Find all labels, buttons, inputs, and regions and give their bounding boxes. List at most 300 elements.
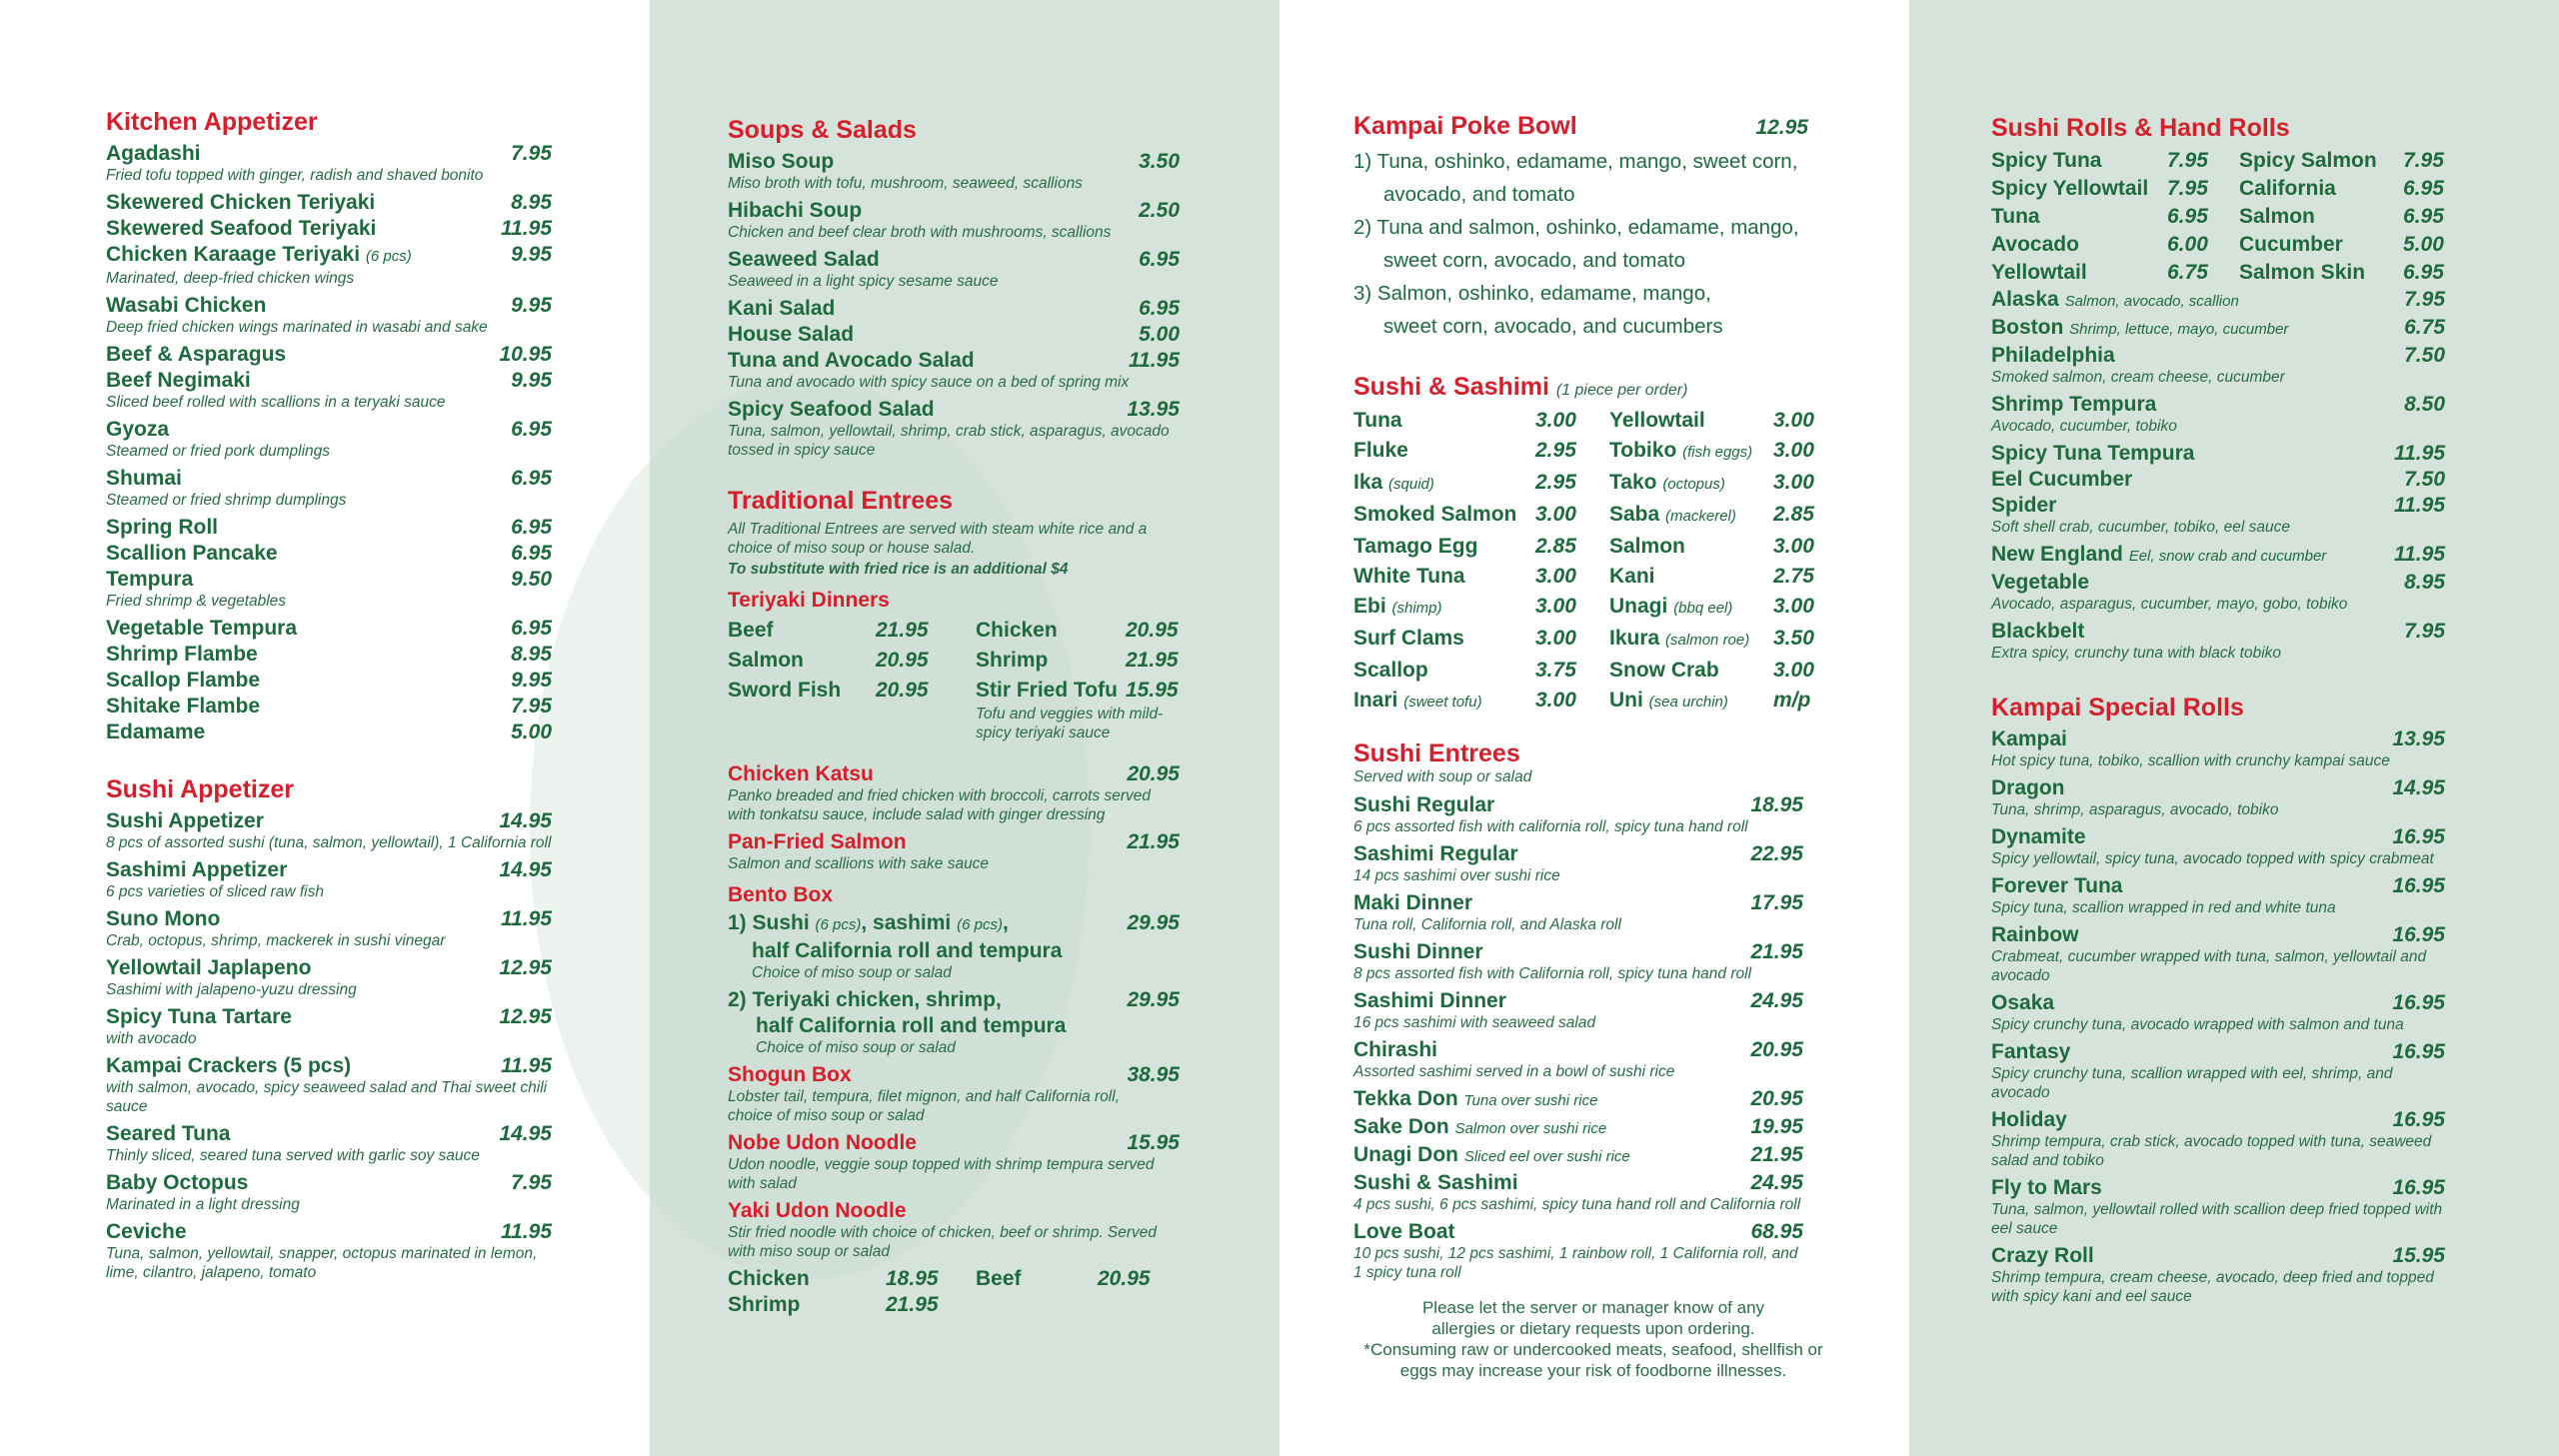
item-price: 11.95 (2394, 543, 2445, 566)
item-name (1353, 656, 1535, 686)
item-name-text: Rainbow (1991, 923, 2079, 946)
menu-item (106, 515, 552, 541)
menu-item (728, 198, 1180, 224)
item-name (1991, 542, 2394, 570)
column-2 (728, 116, 1180, 1318)
poke-option: 2) Tuna and salmon, oshinko, edamame, mango, (1353, 216, 1799, 239)
item-desc: Deep fried chicken wings marinated in wasabi and sake (106, 319, 488, 336)
item-price: 6.95 (2167, 205, 2208, 228)
item-price: 7.50 (2404, 468, 2445, 491)
item-price: 7.95 (511, 142, 552, 165)
menu-item (728, 397, 1180, 423)
item-name (1991, 203, 2167, 231)
item-name-text: Spicy Tuna (1991, 149, 2102, 172)
item-name (1991, 231, 2167, 259)
item-name (728, 198, 1139, 224)
item-name (1991, 619, 2404, 645)
item-desc: Fried tofu topped with ginger, radish and shaved bonito (106, 167, 484, 184)
item-desc: Shrimp tempura, cream cheese, avocado, deep fried and topped with spicy kani and eel sauce (1991, 1269, 2434, 1305)
item-name-text: Scallion Pancake (106, 542, 278, 565)
section-title-text: Sushi & Sashimi (1353, 373, 1549, 401)
item-name (1991, 343, 2404, 369)
item-desc: Avocado, cucumber, tobiko (1991, 418, 2177, 435)
item-desc: Lobster tail, tempura, filet mignon, and half California roll, choice of miso soup or salad (728, 1088, 1121, 1124)
item-price: 38.95 (1127, 1063, 1180, 1086)
rolls-list (1991, 287, 2445, 663)
item-name-text: House Salad (728, 323, 855, 346)
poke-header (1353, 112, 1808, 145)
item-price: 15.95 (1126, 679, 1179, 702)
menu-item (1353, 1037, 1803, 1063)
item-name (1353, 406, 1535, 436)
item-price: 3.00 (1773, 471, 1814, 494)
poke-option: sweet corn, avocado, and tomato (1383, 249, 1685, 272)
item-name-text: Shitake Flambe (106, 695, 261, 718)
item-name (1353, 562, 1535, 592)
item-name (2239, 175, 2403, 203)
section-title (1353, 373, 1833, 402)
item-price: 7.95 (2404, 288, 2445, 311)
item-price: 11.95 (2394, 442, 2445, 465)
item-price: 20.95 (1127, 762, 1180, 785)
item-name: Pan-Fried Salmon (728, 830, 907, 853)
item-name (1353, 532, 1535, 562)
item-name (1353, 1037, 1750, 1063)
bento-note: (6 pcs) (815, 916, 862, 933)
column-4 (1991, 114, 2471, 1311)
poke-option: 1) Tuna, oshinko, edamame, mango, sweet corn, (1353, 150, 1798, 173)
item-price: 22.95 (1750, 842, 1803, 865)
item-name (1991, 441, 2394, 467)
item-price: 20.95 (1126, 619, 1179, 642)
item-name-text: Kampai Crackers (5 pcs) (106, 1054, 352, 1077)
item-name-text: Avocado (1991, 233, 2079, 256)
item-name-text: Beef Negimaki (106, 369, 251, 392)
item-price: 7.50 (2404, 344, 2445, 367)
item-name-text: Miso Soup (728, 150, 835, 173)
item-price: 21.95 (1127, 830, 1180, 853)
item-desc: Tuna and avocado with spicy sauce on a bed of spring mix (728, 374, 1130, 391)
item-name (1353, 1114, 1750, 1142)
item-name-text: Beef & Asparagus (106, 343, 287, 366)
item-name-text: Boston (1991, 316, 2064, 339)
menu-item (106, 1170, 552, 1196)
item-name-text: Spring Roll (106, 516, 218, 539)
item-price: 9.95 (511, 294, 552, 317)
item-price: 6.95 (1139, 248, 1180, 271)
item-desc: Tuna roll, California roll, and Alaska roll (1353, 916, 1621, 933)
item-price: 15.95 (1127, 1131, 1180, 1154)
menu-item (1991, 1175, 2445, 1201)
item-name-text: Dynamite (1991, 825, 2086, 848)
section-title: Kampai Special Rolls (1991, 694, 2244, 722)
item-name (728, 247, 1139, 273)
menu-item (106, 368, 552, 394)
item-name (1353, 624, 1535, 656)
menu-item (1991, 467, 2445, 493)
footer-line: *Consuming raw or undercooked meats, seafood, shellfish or (1363, 1340, 1823, 1359)
item-name (1609, 500, 1773, 532)
item-desc: 8 pcs assorted fish with California roll, spicy tuna hand roll (1353, 965, 1752, 982)
item-desc: Stir fried noodle with choice of chicken, beef or shrimp. Served with miso soup or salad (728, 1224, 1158, 1260)
item-note: (bbq eel) (1673, 600, 1733, 617)
item-price: 5.00 (511, 721, 552, 743)
menu-item (106, 216, 552, 242)
item-price: 2.95 (1535, 439, 1576, 462)
item-desc: Crab, octopus, shrimp, mackerek in sushi vinegar (106, 932, 446, 949)
item-name-text: Shrimp Tempura (1991, 393, 2157, 416)
item-price: 16.95 (2392, 991, 2445, 1014)
item-price: 2.85 (1535, 535, 1576, 558)
item-name-text: Seared Tuna (106, 1122, 231, 1145)
item-name-text: Gyoza (106, 418, 170, 441)
item-name (1991, 287, 2404, 315)
item-name: half California roll and tempura (756, 1014, 1067, 1037)
item-inline-desc: Salmon, avocado, scallion (2064, 293, 2239, 310)
menu-item (106, 417, 552, 443)
item-price: 21.95 (1750, 940, 1803, 963)
item-price: 3.00 (1773, 535, 1814, 558)
item-price: 2.75 (1773, 565, 1814, 588)
item-price: 6.75 (2404, 316, 2445, 339)
item-name (106, 293, 511, 319)
item-name-text: Suno Mono (106, 907, 221, 930)
item-name (106, 955, 499, 981)
item-price: 16.95 (2392, 923, 2445, 946)
item-desc: 10 pcs sushi, 12 pcs sashimi, 1 rainbow roll, 1 California roll, and 1 spicy tuna roll (1353, 1245, 1798, 1281)
menu-item (1353, 792, 1803, 818)
item-name (1353, 792, 1750, 818)
yaki-options (728, 1266, 1180, 1318)
menu-item (106, 668, 552, 694)
item-name (1991, 727, 2392, 752)
subsection-title: Bento Box (728, 883, 833, 906)
menu-item (106, 857, 552, 883)
item-name (1991, 1243, 2392, 1269)
menu-item (1991, 570, 2445, 596)
item-name-text: Yellowtail (1991, 261, 2087, 284)
item-name-text: Spicy Yellowtail (1991, 177, 2149, 200)
item-name-text: Fly to Mars (1991, 1176, 2102, 1199)
item-name-text: Skewered Chicken Teriyaki (106, 191, 376, 214)
menu-item (106, 190, 552, 216)
item-desc: Spicy tuna, scallion wrapped in red and white tuna (1991, 899, 2336, 916)
item-name-text: Sushi Regular (1353, 793, 1495, 816)
item-price: 20.95 (876, 649, 929, 672)
item-name (1353, 1086, 1750, 1114)
item-price: 3.00 (1535, 503, 1576, 526)
poke-option: sweet corn, avocado, and cucumbers (1383, 315, 1723, 338)
bento-part: , (1002, 911, 1009, 934)
item-desc: Miso broth with tofu, mushroom, seaweed, scallions (728, 175, 1083, 192)
item-desc: Chicken and beef clear broth with mushrooms, scallions (728, 224, 1112, 241)
item-desc: Fried shrimp & vegetables (106, 593, 287, 610)
item-name: Chicken (976, 619, 1058, 642)
menu-item-line2 (728, 1013, 1180, 1039)
item-note: (sea urchin) (1648, 694, 1728, 711)
column-1 (106, 108, 552, 1287)
item-price: 3.00 (1535, 627, 1576, 650)
item-name-text: Tuna (1353, 409, 1402, 432)
tofu-desc: Tofu and veggies with mild-spicy teriyaki sauce (976, 706, 1164, 741)
item-name (1609, 592, 1773, 624)
item-name-text: Spicy Tuna Tartare (106, 1005, 292, 1028)
item-note: (fish eggs) (1682, 444, 1753, 461)
item-price: 11.95 (2394, 494, 2445, 517)
item-desc: Marinated in a light dressing (106, 1196, 300, 1213)
item-inline-desc: Salmon over sushi rice (1454, 1120, 1607, 1137)
item-price: 16.95 (2392, 1108, 2445, 1131)
item-price: 11.95 (501, 907, 552, 930)
item-name-text: Blackbelt (1991, 620, 2085, 643)
item-price: 3.50 (1773, 627, 1814, 650)
item-name: 2) Teriyaki chicken, shrimp, (728, 988, 1002, 1011)
item-desc: Assorted sashimi served in a bowl of sushi rice (1353, 1063, 1675, 1080)
item-name (106, 567, 511, 593)
poke-option: 3) Salmon, oshinko, edamame, mango, (1353, 282, 1711, 305)
item-name-text: Sushi Appetizer (106, 809, 264, 832)
subsection-title: Teriyaki Dinners (728, 589, 890, 612)
item-name (1609, 532, 1773, 562)
item-desc: Crabmeat, cucumber wrapped with tuna, salmon, yellowtail and avocado (1991, 948, 2427, 984)
item-desc: 8 pcs of assorted sushi (tuna, salmon, yellowtail), 1 California roll (106, 834, 552, 851)
item-name (106, 720, 511, 745)
item-price: 18.95 (1750, 793, 1803, 816)
item-name-text: Chirashi (1353, 1038, 1438, 1061)
item-desc: Smoked salmon, cream cheese, cucumber (1991, 369, 2285, 386)
item-price: 3.00 (1535, 595, 1576, 618)
item-desc: Spicy crunchy tuna, scallion wrapped with eel, shrimp, and avocado (1991, 1065, 2393, 1101)
item-name-text: Saba (1609, 503, 1660, 526)
item-name (106, 668, 511, 694)
item-price: 2.85 (1773, 503, 1814, 526)
item-name-text: Spider (1991, 494, 2057, 517)
item-desc: Avocado, asparagus, cucumber, mayo, gobo, tobiko (1991, 596, 2348, 613)
item-name-text: Ebi (1353, 595, 1386, 618)
item-name (1353, 890, 1750, 916)
item-note: (mackerel) (1665, 508, 1736, 525)
item-name-text: Uni (1609, 689, 1643, 712)
menu-item (728, 247, 1180, 273)
item-price: 16.95 (2392, 1176, 2445, 1199)
item-desc: Hot spicy tuna, tobiko, scallion with crunchy kampai sauce (1991, 752, 2390, 769)
item-name (2239, 259, 2403, 287)
item-name (106, 417, 511, 443)
kitchen-appetizer-list (106, 141, 552, 745)
item-name (1353, 1219, 1750, 1245)
item-price: 20.95 (876, 679, 929, 702)
item-desc: with salmon, avocado, spicy seaweed salad and Thai sweet chili sauce (106, 1079, 548, 1115)
item-name-text: Crazy Roll (1991, 1244, 2094, 1267)
item-name (1991, 392, 2404, 418)
item-name (1991, 175, 2167, 203)
item-price: 11.95 (501, 1054, 552, 1077)
item-name-text: Sushi & Sashimi (1353, 1171, 1518, 1194)
item-name: Stir Fried Tofu (976, 679, 1118, 702)
item-name-text: Holiday (1991, 1108, 2067, 1131)
item-name (106, 616, 511, 642)
item-name (1991, 1039, 2392, 1065)
item-note: (shimp) (1391, 600, 1442, 617)
item-desc: Steamed or fried shrimp dumplings (106, 492, 347, 509)
item-name (1353, 841, 1750, 867)
item-name-text: Shrimp Flambe (106, 643, 258, 666)
item-name (1991, 467, 2404, 493)
menu-item (1353, 1142, 1803, 1170)
item-price: 17.95 (1750, 891, 1803, 914)
item-desc: Spicy yellowtail, spicy tuna, avocado topped with spicy crabmeat (1991, 850, 2434, 867)
item-name-text: Kani Salad (728, 297, 836, 320)
menu-item (1991, 392, 2445, 418)
item-price: 24.95 (1750, 1171, 1803, 1194)
item-name-text: Tobiko (1609, 439, 1677, 462)
item-name-text: Vegetable Tempura (106, 617, 298, 640)
menu-item (1991, 990, 2445, 1016)
item-desc: Spicy crunchy tuna, avocado wrapped with salmon and tuna (1991, 1016, 2404, 1033)
item-price: 9.95 (511, 669, 552, 692)
bento-part: , sashimi (861, 911, 952, 934)
item-name-text: Tamago Egg (1353, 535, 1478, 558)
item-name (1609, 406, 1773, 436)
item-price: 20.95 (1750, 1087, 1803, 1110)
item-name-text: Tako (1609, 471, 1657, 494)
item-name-text: Tuna and Avocado Salad (728, 349, 975, 372)
item-name-text: Salmon (2239, 205, 2315, 228)
item-name: half California roll and tempura (752, 939, 1063, 962)
item-price: 19.95 (1750, 1115, 1803, 1138)
item-name-text: Tempura (106, 568, 194, 591)
item-desc: Tuna, salmon, yellowtail rolled with scallion deep fried topped with eel sauce (1991, 1201, 2443, 1237)
item-name (1991, 824, 2392, 850)
item-name-text: Osaka (1991, 991, 2055, 1014)
menu-item (1991, 1243, 2445, 1269)
item-name-text: Sake Don (1353, 1115, 1449, 1138)
section-title: Kitchen Appetizer (106, 108, 318, 136)
item-price: 11.95 (1129, 349, 1180, 372)
item-name (1353, 468, 1535, 500)
menu-item (728, 1130, 1180, 1156)
item-name (728, 348, 1129, 374)
item-name-text: Seaweed Salad (728, 248, 880, 271)
item-price: 3.00 (1535, 689, 1576, 712)
item-name-text: Forever Tuna (1991, 874, 2123, 897)
menu-item (106, 1219, 552, 1245)
item-name-text: Shumai (106, 467, 182, 490)
item-name-text: Edamame (106, 721, 206, 743)
poke-options (1353, 145, 1833, 343)
item-desc: Choice of miso soup or salad (752, 964, 952, 981)
section-note: Served with soup or salad (1353, 768, 1532, 785)
menu-item (106, 694, 552, 720)
item-price: 24.95 (1750, 989, 1803, 1012)
item-name (106, 694, 511, 720)
item-name-text: Yellowtail (1609, 409, 1705, 432)
item-name (1991, 1175, 2392, 1201)
menu-item (728, 910, 1180, 938)
item-desc: 6 pcs assorted fish with california roll, spicy tuna hand roll (1353, 818, 1748, 835)
menu-item (1353, 939, 1803, 965)
menu-item (728, 1198, 1180, 1224)
menu-item (106, 1004, 552, 1030)
section-title: Sushi Rolls & Hand Rolls (1991, 114, 2290, 142)
item-price: 9.50 (511, 568, 552, 591)
poke-option: avocado, and tomato (1383, 183, 1575, 206)
item-price: 68.95 (1750, 1220, 1803, 1243)
item-name (1609, 624, 1773, 656)
footer-line: allergies or dietary requests upon ordering. (1431, 1319, 1755, 1338)
menu-item (106, 242, 552, 270)
item-desc: Sliced beef rolled with scallions in a teryaki sauce (106, 394, 446, 411)
item-price: 14.95 (499, 809, 552, 832)
item-name (1353, 686, 1535, 718)
item-name (1353, 939, 1750, 965)
item-name (1991, 493, 2394, 519)
item-price: 15.95 (2392, 1244, 2445, 1267)
item-price: 8.95 (511, 191, 552, 214)
item-name-text: Vegetable (1991, 571, 2090, 594)
item-name-text: Kani (1609, 565, 1655, 588)
item-name (1353, 1142, 1750, 1170)
item-price: 9.95 (511, 243, 552, 266)
item-price: 6.95 (511, 516, 552, 539)
item-note: (sweet tofu) (1403, 694, 1482, 711)
item-price: 6.95 (511, 617, 552, 640)
item-name-text: Baby Octopus (106, 1171, 249, 1194)
menu-item (728, 322, 1180, 348)
item-price: 11.95 (501, 217, 552, 240)
item-name-text: Tuna (1991, 205, 2040, 228)
item-price: 3.00 (1773, 439, 1814, 462)
item-price: 6.95 (2403, 261, 2444, 284)
item-note: (octopus) (1662, 476, 1725, 493)
item-name (1353, 988, 1750, 1014)
item-price: 8.95 (511, 643, 552, 666)
item-name (106, 1219, 501, 1245)
item-name: Salmon (728, 649, 804, 672)
item-name-text: Maki Dinner (1353, 891, 1473, 914)
item-name (728, 910, 1127, 938)
item-name-text: Skewered Seafood Teriyaki (106, 217, 377, 240)
item-price: 16.95 (2392, 825, 2445, 848)
item-name (106, 515, 511, 541)
menu-item (1353, 841, 1803, 867)
item-price: 9.95 (511, 369, 552, 392)
menu-item (1353, 1170, 1803, 1196)
item-desc: Marinated, deep-fried chicken wings (106, 270, 355, 287)
menu-item (728, 761, 1180, 787)
column-3 (1353, 112, 1833, 1381)
item-name (106, 857, 499, 883)
section-title: Kampai Poke Bowl (1353, 112, 1577, 140)
item-name (106, 1053, 501, 1079)
item-name (1353, 500, 1535, 532)
item-name (1991, 147, 2167, 175)
item-name (106, 1170, 511, 1196)
menu-item (1991, 542, 2445, 570)
item-name (106, 906, 501, 932)
item-price: 16.95 (2392, 874, 2445, 897)
item-desc: Seaweed in a light spicy sesame sauce (728, 273, 999, 290)
item-desc: Tuna, shrimp, asparagus, avocado, tobiko (1991, 801, 2279, 818)
rolls-grid (1991, 147, 2471, 287)
item-price: 29.95 (1127, 988, 1180, 1011)
item-name-text: Sashimi Regular (1353, 842, 1518, 865)
item-price: 6.95 (511, 467, 552, 490)
item-name (1991, 873, 2392, 899)
item-name (728, 322, 1139, 348)
item-name (1991, 990, 2392, 1016)
item-price: 3.00 (1773, 409, 1814, 432)
